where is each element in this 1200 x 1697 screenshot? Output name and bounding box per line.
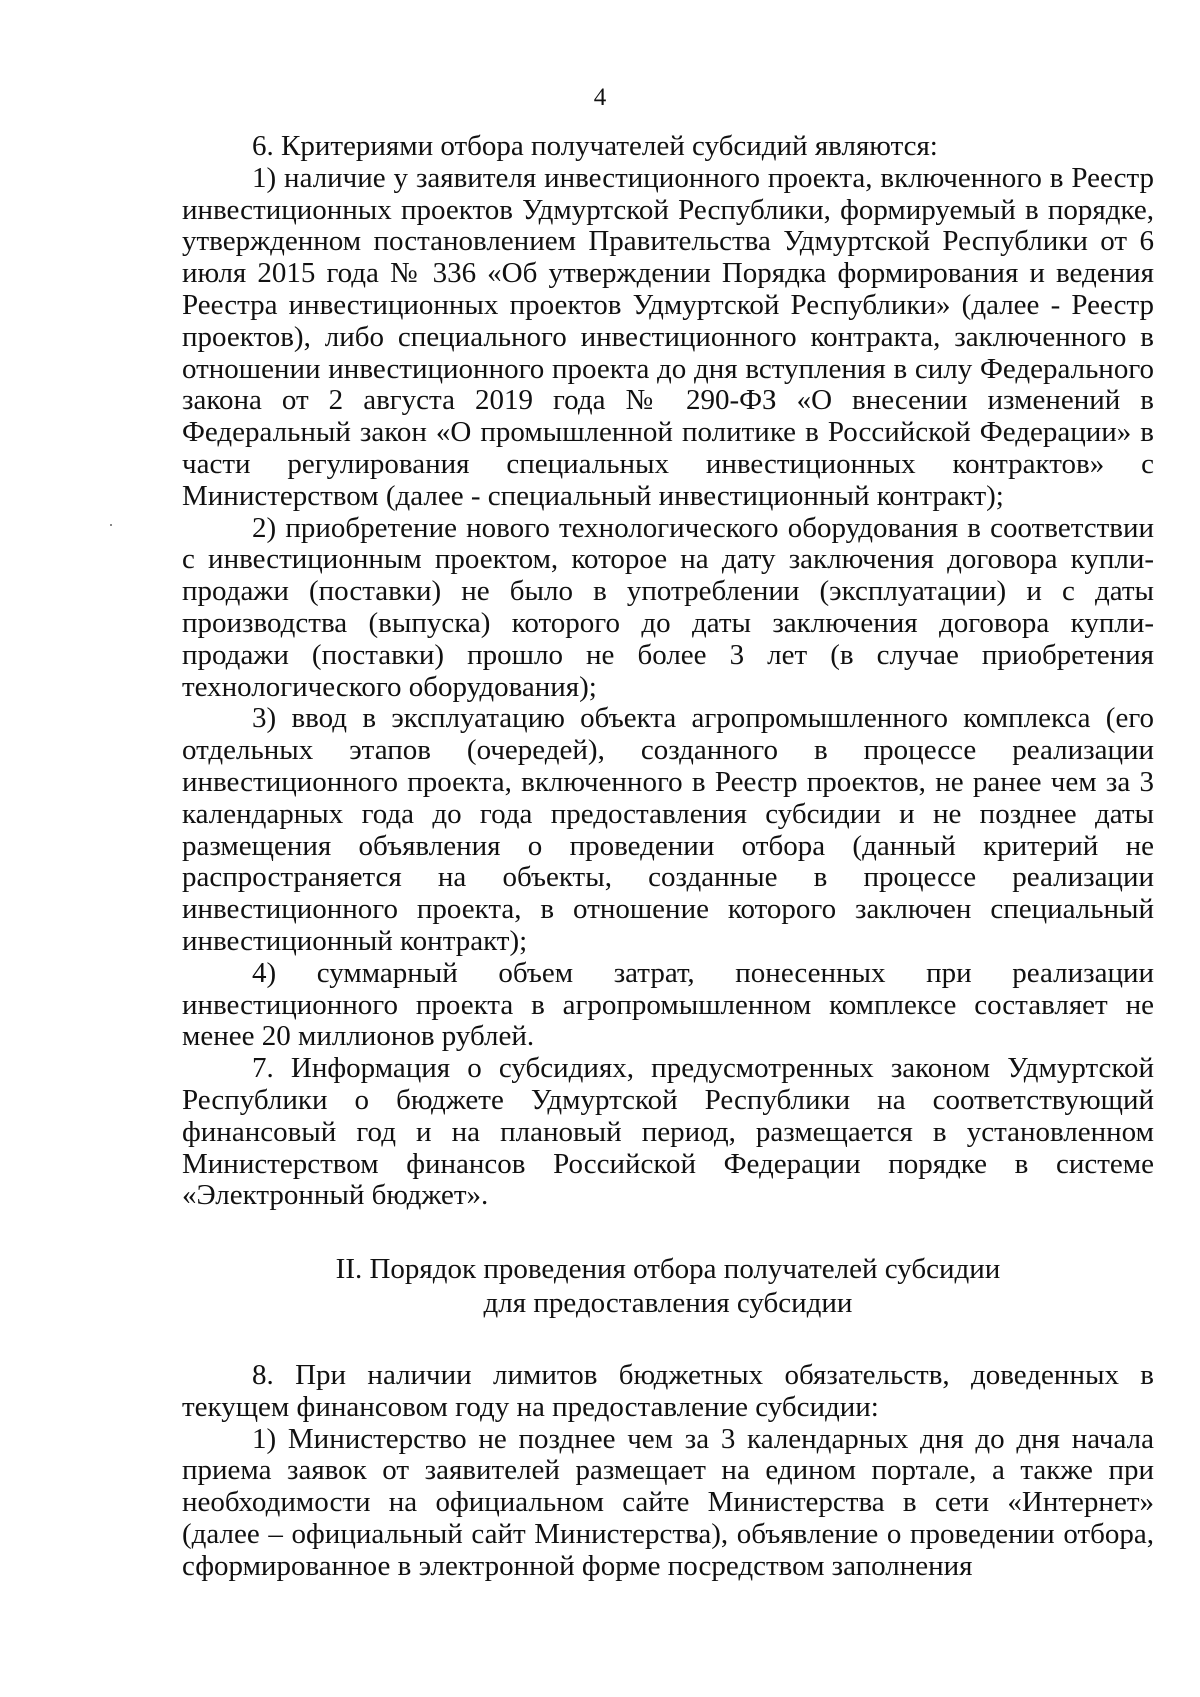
section-heading-line-2: для предоставления субсидии: [483, 1287, 853, 1320]
scan-artifact: [110, 524, 112, 526]
paragraph-8-item-1: 1) Министерство не позднее чем за 3 календарных дня до дня начала приема заявок от заявителей размещает на едином портале, а также при необходимости на официальном сайте Министерства в сети «Интернет» (далее – официальный сайт Министерства), объявление о проведении отбора, сформированное в электронной форме посредством заполнения: [182, 1422, 1154, 1582]
section-heading: [182, 1252, 1154, 1320]
paragraph-8-intro: 8. При наличии лимитов бюджетных обязательств, доведенных в текущем финансовом году на предоставление субсидии:: [182, 1359, 1154, 1423]
paragraph-7-information: 7. Информация о субсидиях, предусмотренных законом Удмуртской Республики о бюджете Удмуртской Республики на соответствующий финансовый год и на плановый период, размещается в установленном Министерством финансов Российской Федерации порядке в системе «Электронный бюджет».: [182, 1052, 1154, 1212]
paragraph-criteria-intro: 6. Критериями отбора получателей субсидий являются:: [252, 130, 938, 162]
paragraph-criterion-2: 2) приобретение нового технологического оборудования в соответствии с инвестиционным проектом, которое на дату заключения договора купли-продажи (поставки) не было в употреблении (эксплуатации) и с даты производства (выпуска) которого до даты заключения договора купли-продажи (поставки) прошло не более 3 лет (в случае приобретения технологического оборудования);: [182, 511, 1154, 703]
paragraph-criterion-3: 3) ввод в эксплуатацию объекта агропромышленного комплекса (его отдельных этапов (очередей), созданного в процессе реализации инвестиционного проекта, включенного в Реестр проектов, не ранее чем за 3 календарных года до года предоставления субсидии и не позднее даты размещения объявления о проведении отбора (данный критерий не распространяется на объекты, созданные в процессе реализации инвестиционного проекта, в отношение которого заключен специальный инвестиционный контракт);: [182, 702, 1154, 957]
page-number: 4: [593, 84, 607, 111]
section-heading-line-1: II. Порядок проведения отбора получателей субсидии: [335, 1253, 1001, 1286]
paragraph-criterion-1: 1) наличие у заявителя инвестиционного проекта, включенного в Реестр инвестиционных проектов Удмуртской Республики, формируемый в порядке, утвержденном постановлением Правительства Удмуртской Республики от 6 июля 2015 года № 336 «Об утверждении Порядка формирования и ведения Реестра инвестиционных проектов Удмуртской Республики» (далее - Реестр проектов), либо специального инвестиционного контракта, заключенного в отношении инвестиционного проекта до дня вступления в силу Федерального закона от 2 августа 2019 года № 290-ФЗ «О внесении изменений в Федеральный закон «О промышленной политике в Российской Федерации» в части регулирования специальных инвестиционных контрактов» с Министерством (далее - специальный инвестиционный контракт);: [182, 161, 1154, 512]
paragraph-criterion-4: 4) суммарный объем затрат, понесенных при реализации инвестиционного проекта в агропромышленном комплексе составляет не менее 20 миллионов рублей.: [182, 956, 1154, 1053]
document-body: [182, 131, 1154, 1583]
